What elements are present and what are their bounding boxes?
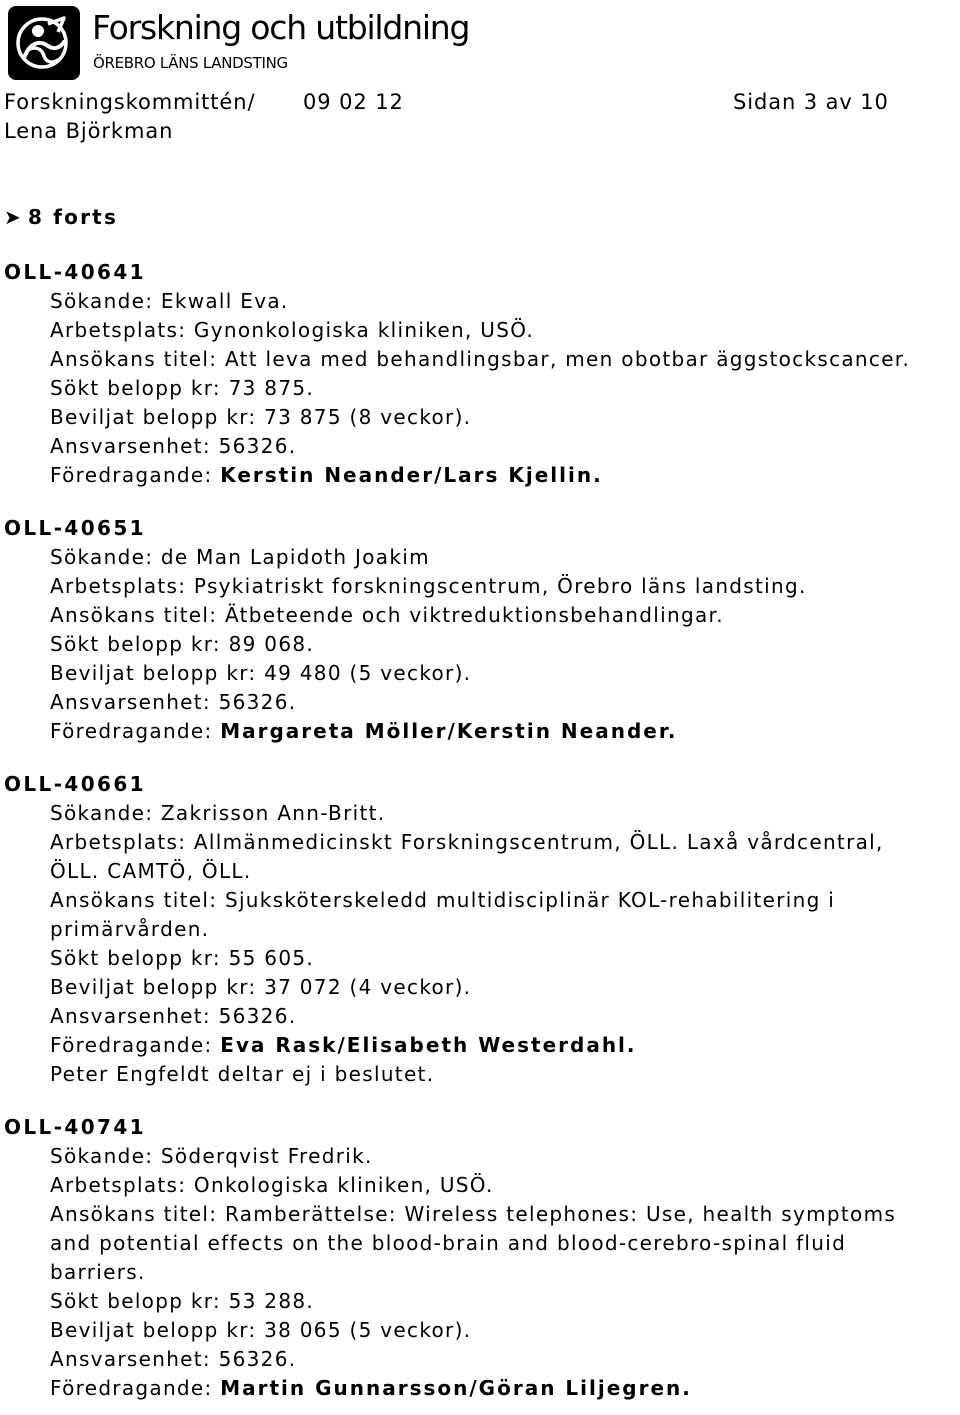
committee-label: Forskningskommittén/ [4, 90, 256, 114]
requested-amount: Sökt belopp kr: 55 605. [50, 946, 315, 970]
requested-amount: Sökt belopp kr: 89 068. [50, 632, 315, 656]
presenter-names: Eva Rask/Elisabeth Westerdahl. [220, 1033, 637, 1057]
applicant: Sökande: de Man Lapidoth Joakim [50, 545, 430, 569]
responsible-unit: Ansvarsenhet: 56326. [50, 434, 297, 458]
applicant: Sökande: Ekwall Eva. [50, 289, 289, 313]
document-body [0, 200, 960, 1403]
application-entry [0, 514, 960, 746]
author-name: Lena Björkman [4, 119, 174, 143]
presenter-line [50, 717, 940, 746]
section-title: 8 forts [28, 204, 119, 229]
application-title: Ansökans titel: Att leva med behandlingsbar, men obotbar äggstockscancer. [50, 347, 911, 371]
application-entry [0, 770, 960, 1089]
document-meta [0, 86, 960, 146]
responsible-unit: Ansvarsenhet: 56326. [50, 690, 297, 714]
application-id: OLL-40741 [4, 1115, 146, 1139]
header-logo [6, 6, 470, 82]
presenter-line [50, 461, 940, 490]
presenter-line [50, 1031, 940, 1060]
application-entry [0, 1113, 960, 1403]
logo-title: Forskning och utbildning [92, 8, 470, 47]
applicant: Sökande: Zakrisson Ann-Britt. [50, 801, 386, 825]
responsible-unit: Ansvarsenhet: 56326. [50, 1347, 297, 1371]
application-title: Ansökans titel: Sjuksköterskeledd multidisciplinär KOL-rehabilitering i primärvården. [50, 888, 836, 941]
application-title: Ansökans titel: Ramberättelse: Wireless telephones: Use, health symptoms and potential effects on the blood-brain and blood-cerebro-spinal fluid barriers. [50, 1202, 897, 1284]
workplace: Arbetsplats: Gynonkologiska kliniken, USÖ. [50, 318, 535, 342]
application-id: OLL-40641 [4, 260, 146, 284]
presenter-names: Martin Gunnarsson/Göran Liljegren. [220, 1376, 692, 1400]
applicant: Sökande: Söderqvist Fredrik. [50, 1144, 373, 1168]
responsible-unit: Ansvarsenhet: 56326. [50, 1004, 297, 1028]
document-date: 09 02 12 [303, 90, 404, 114]
presenter-line [50, 1374, 940, 1403]
requested-amount: Sökt belopp kr: 73 875. [50, 376, 315, 400]
granted-amount: Beviljat belopp kr: 38 065 (5 veckor). [50, 1318, 472, 1342]
presenter-label: Föredragande: [50, 463, 221, 487]
presenter-names: Margareta Möller/Kerstin Neander. [220, 719, 678, 743]
landsting-logo-icon [8, 6, 80, 80]
workplace: Arbetsplats: Allmänmedicinskt Forskningscentrum, ÖLL. Laxå vårdcentral, ÖLL. CAMTÖ, ÖLL. [50, 830, 884, 883]
conflict-note: Peter Engfeldt deltar ej i beslutet. [50, 1062, 435, 1086]
application-title: Ansökans titel: Ätbeteende och viktreduktionsbehandlingar. [50, 603, 724, 627]
granted-amount: Beviljat belopp kr: 49 480 (5 veckor). [50, 661, 472, 685]
presenter-label: Föredragande: [50, 719, 221, 743]
workplace: Arbetsplats: Onkologiska kliniken, USÖ. [50, 1173, 494, 1197]
application-id: OLL-40661 [4, 772, 146, 796]
granted-amount: Beviljat belopp kr: 73 875 (8 veckor). [50, 405, 472, 429]
application-id: OLL-40651 [4, 516, 146, 540]
requested-amount: Sökt belopp kr: 53 288. [50, 1289, 315, 1313]
application-entry [0, 258, 960, 490]
presenter-label: Föredragande: [50, 1376, 221, 1400]
workplace: Arbetsplats: Psykiatriskt forskningscentrum, Örebro läns landsting. [50, 574, 807, 598]
logo-subtitle: ÖREBRO LÄNS LANDSTING [93, 54, 288, 72]
arrow-right-icon: ➤ [4, 204, 23, 229]
page-number: Sidan 3 av 10 [733, 90, 889, 114]
section-heading [4, 200, 960, 234]
granted-amount: Beviljat belopp kr: 37 072 (4 veckor). [50, 975, 472, 999]
presenter-label: Föredragande: [50, 1033, 221, 1057]
presenter-names: Kerstin Neander/Lars Kjellin. [220, 463, 603, 487]
